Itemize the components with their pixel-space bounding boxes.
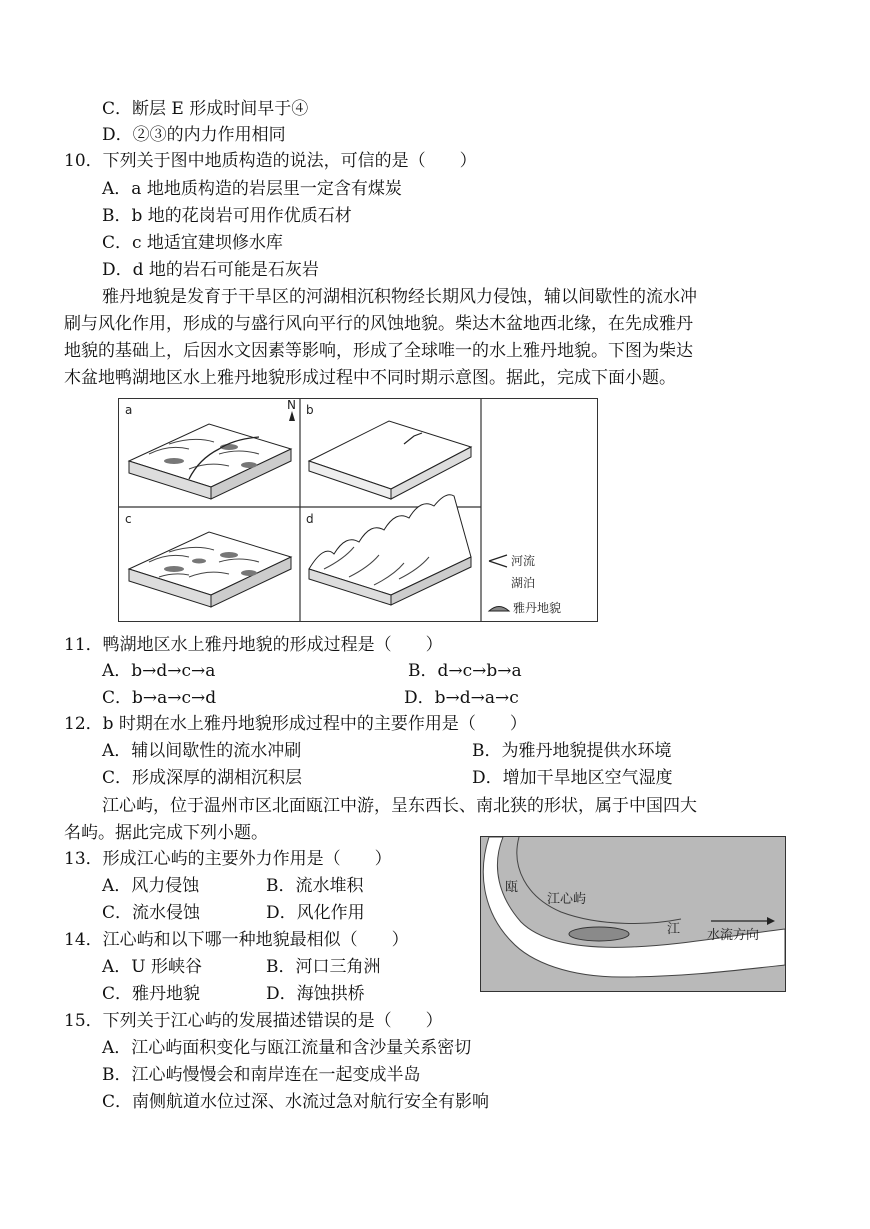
- q11-stem: 11．鸭湖地区水上雅丹地貌的形成过程是（ ）: [64, 635, 443, 655]
- river-char-2: 江: [667, 922, 681, 937]
- q9-option-c: C．断层 E 形成时间早于④: [102, 99, 309, 119]
- q15-option-a: A．江心屿面积变化与瓯江流量和含沙量关系密切: [102, 1038, 472, 1058]
- q11-option-a: A．b→d→c→a: [102, 661, 216, 681]
- q10-option-a: A．a 地地质构造的岩层里一定含有煤炭: [102, 179, 402, 199]
- flow-label: 水流方向: [707, 928, 760, 943]
- panel-c-block: [129, 532, 291, 607]
- q10-option-b: B．b 地的花岗岩可用作优质石材: [102, 206, 352, 226]
- q13-option-a: A．风力侵蚀: [102, 876, 200, 896]
- legend-yardang: 雅丹地貌: [513, 601, 562, 615]
- jiangxinyu-map-svg: [481, 837, 785, 991]
- yardang-legend-icon: [489, 607, 509, 612]
- panel-b-label: b: [306, 403, 314, 417]
- q13-option-c: C．流水侵蚀: [102, 903, 201, 923]
- q10-option-c: C．c 地适宜建坝修水库: [102, 233, 283, 253]
- north-label: N: [287, 399, 296, 412]
- passage1-line2: 刷与风化作用，形成的与盛行风向平行的风蚀地貌。柴达木盆地西北缘，在先成雅丹: [64, 314, 693, 334]
- q12-option-a: A．辅以间歇性的流水冲刷: [102, 741, 302, 761]
- q14-option-b: B．河口三角洲: [266, 957, 381, 977]
- q14-option-d: D．海蚀拱桥: [266, 984, 365, 1004]
- figure1-legend: [489, 553, 561, 615]
- legend-lake: 湖泊: [511, 576, 536, 590]
- q13-option-b: B．流水堆积: [266, 876, 364, 896]
- yardang-stages-figure: [118, 398, 598, 622]
- passage1-line3: 地貌的基础上，后因水文因素等影响，形成了全球唯一的水上雅丹地貌。下图为柴达: [64, 341, 693, 361]
- passage2-line2: 名屿。据此完成下列小题。: [64, 823, 268, 843]
- q15-stem: 15．下列关于江心屿的发展描述错误的是（ ）: [64, 1011, 443, 1031]
- river-legend-icon: [489, 555, 507, 567]
- q11-option-b: B．d→c→b→a: [408, 661, 522, 681]
- q12-option-b: B．为雅丹地貌提供水环境: [472, 741, 672, 761]
- q14-option-c: C．雅丹地貌: [102, 984, 201, 1004]
- q15-option-c: C．南侧航道水位过深、水流过急对航行安全有影响: [102, 1092, 490, 1112]
- q15-option-b: B．江心屿慢慢会和南岸连在一起变成半岛: [102, 1065, 421, 1085]
- q14-option-a: A．U 形峡谷: [102, 957, 203, 977]
- q10-stem: 10．下列关于图中地质构造的说法，可信的是（ ）: [64, 151, 477, 171]
- north-arrow-icon: [287, 399, 296, 421]
- passage1-line1: 雅丹地貌是发育于干旱区的河湖相沉积物经长期风力侵蚀，辅以间歇性的流水冲: [102, 287, 697, 307]
- panel-b-block: [309, 421, 471, 499]
- q11-option-d: D．b→d→a→c: [404, 688, 519, 708]
- q11-option-c: C．b→a→c→d: [102, 688, 217, 708]
- panel-a-label: a: [125, 403, 133, 417]
- q13-stem: 13．形成江心屿的主要外力作用是（ ）: [64, 849, 392, 869]
- passage1-line4: 木盆地鸭湖地区水上雅丹地貌形成过程中不同时期示意图。据此，完成下面小题。: [64, 368, 676, 388]
- island-label: 江心屿: [547, 892, 587, 907]
- panel-c-label: c: [125, 512, 132, 526]
- q13-option-d: D．风化作用: [266, 903, 365, 923]
- jiangxinyu-map: [480, 836, 786, 992]
- passage2-line1: 江心屿，位于温州市区北面瓯江中游，呈东西长、南北狭的形状，属于中国四大: [102, 796, 697, 816]
- panel-d-label: d: [306, 512, 314, 526]
- q9-option-d: D．②③的内力作用相同: [102, 125, 286, 145]
- q12-stem: 12．b 时期在水上雅丹地貌形成过程中的主要作用是（ ）: [64, 714, 527, 734]
- river-char-1: 瓯: [505, 880, 519, 895]
- q12-option-d: D．增加干旱地区空气湿度: [472, 768, 673, 788]
- q10-option-d: D．d 地的岩石可能是石灰岩: [102, 260, 319, 280]
- q12-option-c: C．形成深厚的湖相沉积层: [102, 768, 303, 788]
- island-shape: [569, 927, 629, 941]
- panel-a-block: [129, 424, 291, 499]
- yardang-stages-svg: [119, 399, 597, 621]
- q14-stem: 14．江心屿和以下哪一种地貌最相似（ ）: [64, 930, 409, 950]
- legend-river: 河流: [511, 554, 536, 568]
- panel-d-block: [309, 495, 471, 605]
